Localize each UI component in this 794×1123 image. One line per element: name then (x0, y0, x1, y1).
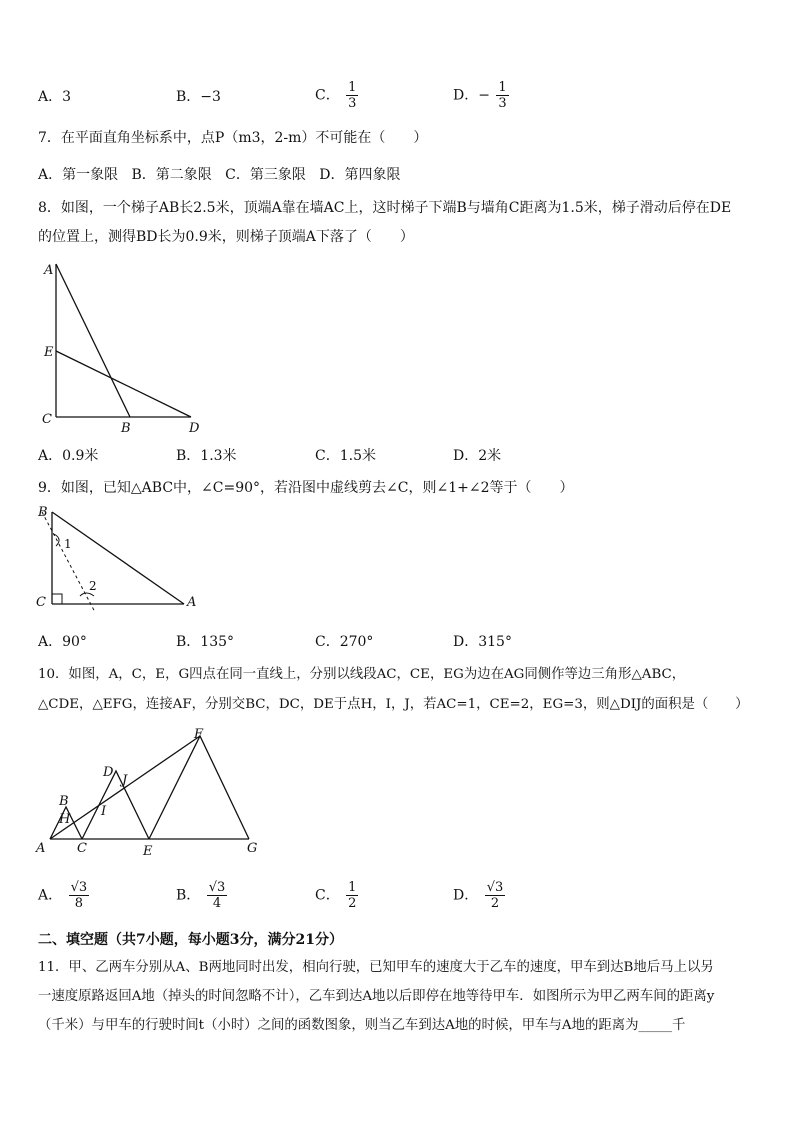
cut-dashed-line (42, 512, 96, 612)
q8-option-b: B．1.3米 (176, 448, 237, 464)
q10-option-d: D． $\frac{√3}{2}$ (453, 880, 504, 911)
q8-option-d: D．2米 (453, 448, 502, 464)
label-b: B (59, 794, 69, 809)
q8-stem-line1: 8．如图，一个梯子AB长2.5米，顶端A靠在墙AC上，这时梯子下端B与墙角C距离为1.5米，梯子滑动后停在DE (38, 200, 732, 216)
q6-option-b: B．−3 (176, 89, 221, 105)
label-a: A (44, 263, 54, 278)
q9-option-c: C．270° (315, 634, 374, 650)
ladder-ab (56, 264, 130, 417)
q9-stem: 9．如图，已知△ABC中，∠C=90°，若沿图中虚线剪去∠C，则∠1+∠2等于（ ） (38, 480, 574, 496)
q9-triangle-figure (34, 500, 204, 612)
label-d: D (103, 765, 114, 780)
q9-option-d: D．315° (453, 634, 512, 650)
q7-option-c: C．第三象限 (225, 167, 306, 183)
triangle-efg (149, 736, 249, 839)
ladder-de (56, 351, 191, 417)
q7-option-b: B．第二象限 (131, 167, 212, 183)
q7-option-d: D．第四象限 (319, 167, 401, 183)
label-c: C (36, 595, 46, 610)
right-angle-mark (52, 594, 62, 604)
q10-option-b: B． $\frac{√3}{4}$ (176, 880, 226, 911)
q6-option-d: D．− $\frac{1}{3}$ (453, 80, 507, 111)
q10-triangles-figure (34, 724, 266, 860)
q10-option-a: A． $\frac{√3}{8}$ (38, 880, 88, 911)
fraction: $\frac{√3}{2}$ (486, 880, 504, 911)
angle-2-label: 2 (89, 579, 97, 593)
q11-line3: （千米）与甲车的行驶时间t（小时）之间的函数图象，则当乙车到达A地的时候，甲车与A地的距离为_____千 (38, 1018, 686, 1033)
angle-1-label: 1 (64, 537, 72, 551)
label-h: H (59, 812, 71, 827)
q11-line2: 一速度原路返回A地（掉头的时间忽略不计），乙车到达A地以后即停在地等待甲车．如图所示为甲乙两车间的距离y (38, 989, 715, 1004)
q6-option-a: A．3 (38, 89, 72, 105)
q10-option-c: C． $\frac{1}{2}$ (315, 880, 357, 911)
label-e: E (44, 345, 54, 360)
angle-2-arc (80, 593, 94, 596)
fraction: $\frac{1}{3}$ (348, 80, 357, 111)
q7-option-a: A．第一象限 (38, 167, 119, 183)
label-b: B (38, 505, 48, 520)
q11-line1: 11．甲、乙两车分别从A、B两地同时出发，相向行驶，已知甲车的速度大于乙车的速度，甲车到达B地后马上以另 (38, 960, 714, 975)
q8-option-a: A．0.9米 (38, 448, 99, 464)
q9-option-a: A．90° (38, 634, 87, 650)
label-i: I (101, 804, 107, 819)
label-f: F (194, 727, 204, 742)
q8-option-c: C．1.5米 (315, 448, 376, 464)
fraction: $\frac{√3}{8}$ (70, 880, 88, 911)
label-a: A (36, 841, 46, 856)
q6-option-c: C． $\frac{1}{3}$ (315, 80, 357, 111)
q7-options (38, 166, 400, 184)
label-g: G (247, 841, 258, 856)
label-e: E (143, 844, 153, 859)
q10-stem-line2: △CDE，△EFG，连接AF，分别交BC，DC，DE于点H，I，J，若AC=1，CE=2，EG=3，则△DIJ的面积是（ ） (38, 697, 749, 712)
q9-option-b: B．135° (176, 634, 235, 650)
q7-stem: 7．在平面直角坐标系中，点P（m3，2-m）不可能在（ ） (38, 130, 428, 146)
label-c: C (42, 412, 52, 427)
q8-ladder-figure (36, 256, 216, 436)
label-a: A (187, 595, 197, 610)
fraction: $\frac{1}{2}$ (348, 880, 357, 911)
label-d: D (189, 421, 200, 436)
fraction: $\frac{√3}{4}$ (208, 880, 226, 911)
fraction: $\frac{1}{3}$ (498, 80, 507, 111)
q10-stem-line1: 10．如图，A，C，E，G四点在同一直线上，分别以线段AC，CE，EG为边在AG同侧作等边三角形△ABC， (38, 667, 686, 682)
label-c: C (77, 841, 87, 856)
q8-stem-line2: 的位置上，测得BD长为0.9米，则梯子顶端A下落了（ ） (38, 229, 414, 245)
side-ab (52, 512, 184, 604)
triangle-cde (82, 771, 149, 839)
section-title: 二、填空题（共7小题，每小题3分，满分21分） (38, 932, 343, 948)
label-j: J (122, 773, 128, 788)
label-b: B (121, 421, 131, 436)
